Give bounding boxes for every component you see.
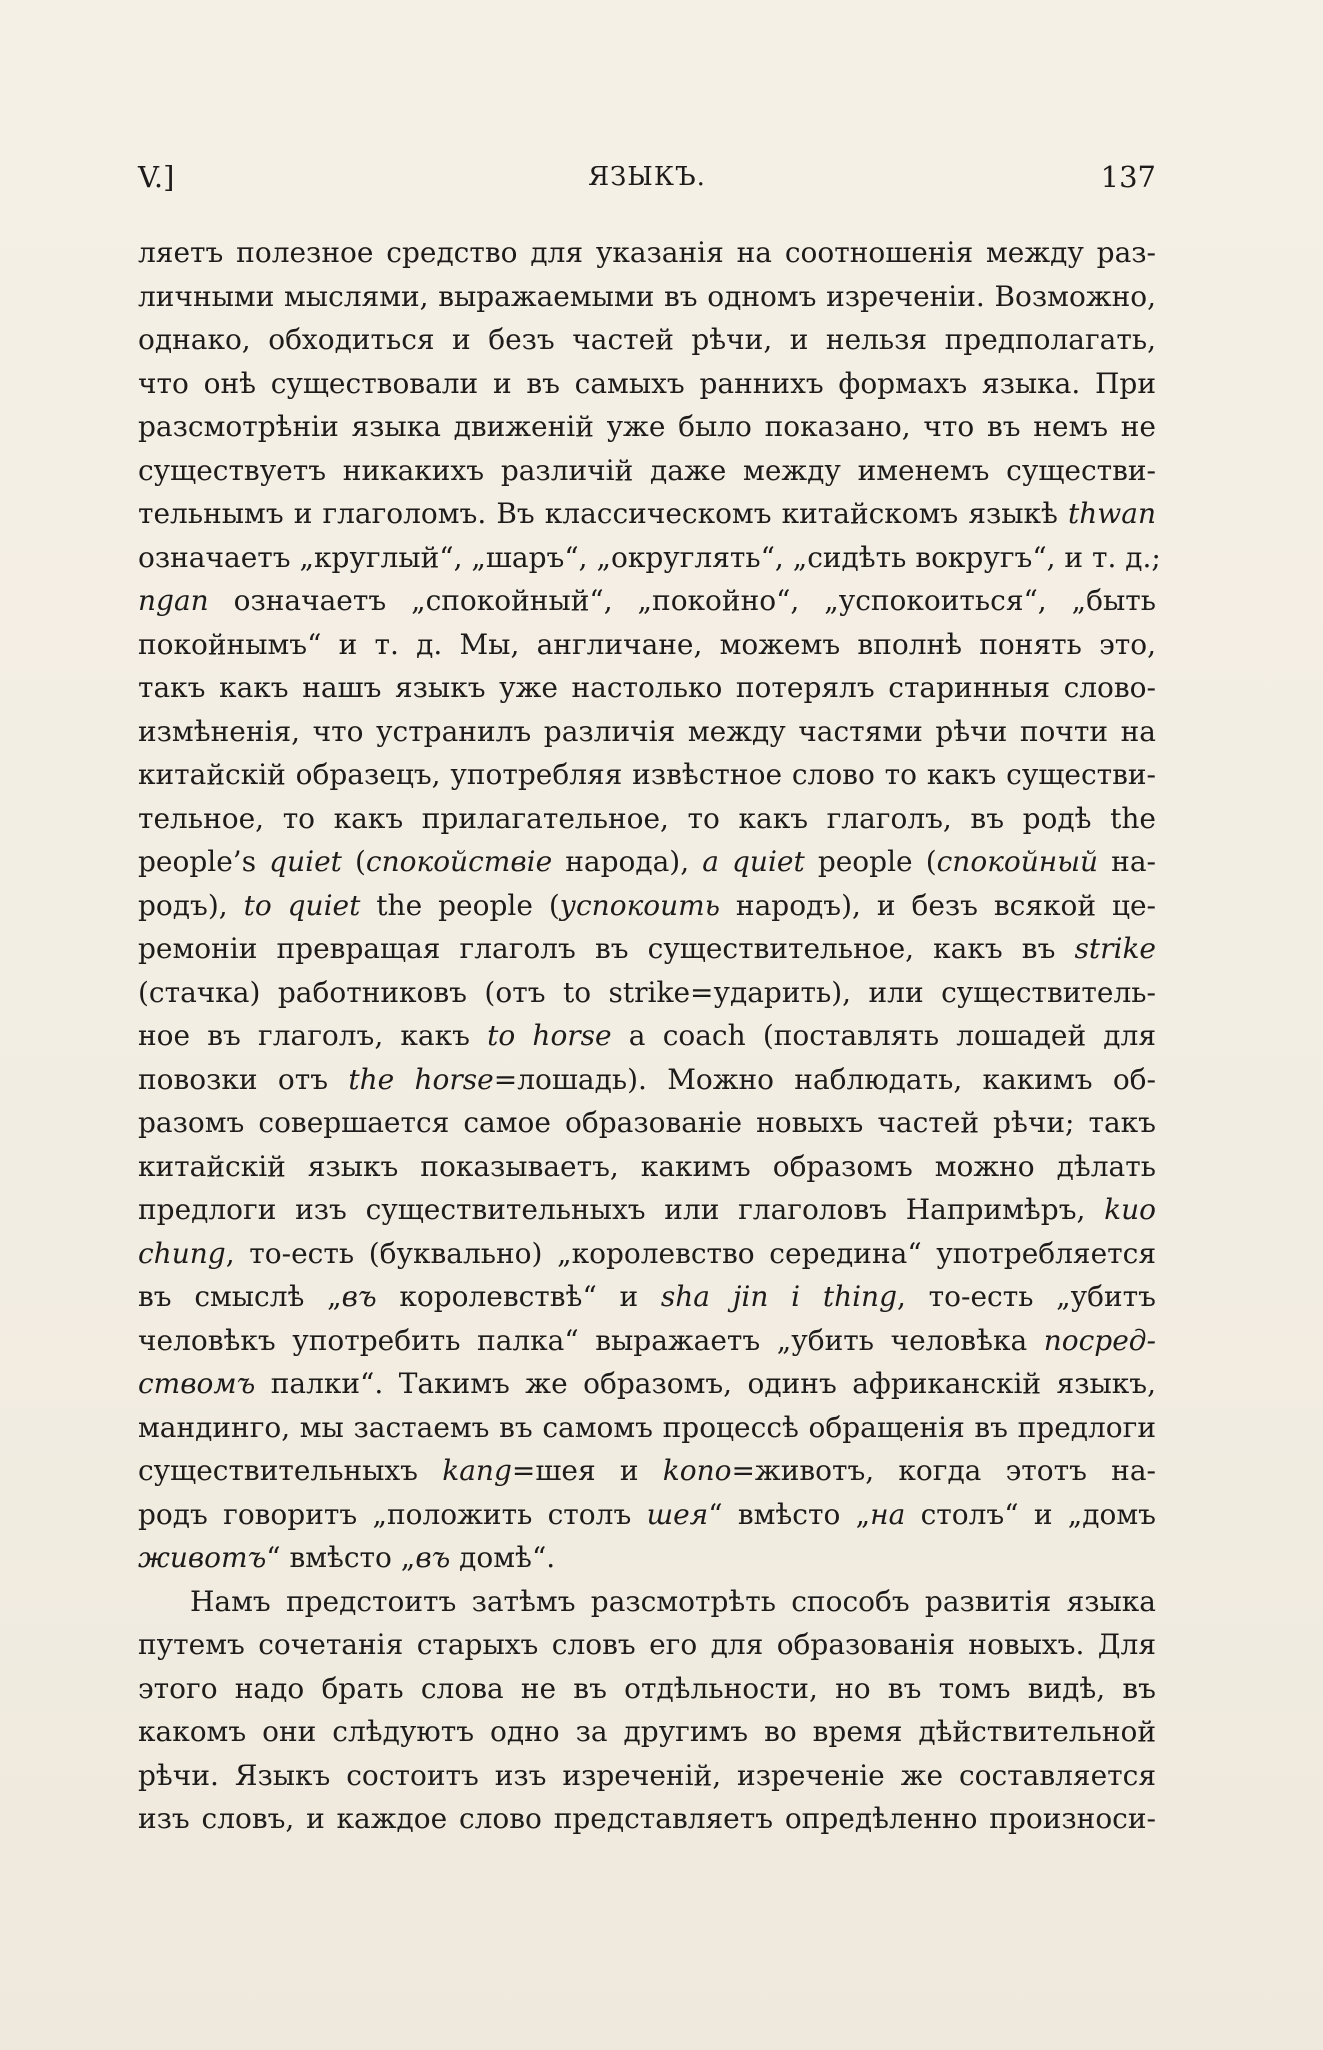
text-line	[138, 1493, 1156, 1537]
running-title: ЯЗЫКЪ.	[588, 162, 706, 192]
italic-segment: to quiet	[243, 888, 361, 922]
text-line	[138, 666, 1156, 710]
text-line	[138, 623, 1156, 667]
italic-segment: шея	[646, 1497, 709, 1531]
text-line	[138, 405, 1156, 449]
text-segment: означаетъ „круглый“, „шаръ“, „округлять“, „сидѣть вокругъ“, и т. д.;	[138, 540, 1161, 574]
text-segment: (стачка) работниковъ (отъ to strike=ударить), или существитель-	[138, 975, 1156, 1009]
italic-segment: въ	[415, 1541, 451, 1574]
text-segment: человѣкъ употребить палка“ выражаетъ „убить человѣка	[138, 1323, 1044, 1357]
text-line	[138, 753, 1156, 797]
italic-segment: успокоить	[559, 888, 720, 922]
text-segment: ляетъ полезное средство для указанія на соотношенія между раз-	[138, 236, 1156, 269]
text-segment: (	[341, 845, 366, 878]
text-segment: этого надо брать слова не въ отдѣльности, но въ томъ видѣ, въ	[138, 1671, 1156, 1705]
running-header	[138, 160, 1156, 200]
text-line	[138, 1754, 1156, 1798]
text-segment: существительныхъ	[138, 1454, 443, 1487]
text-line	[138, 1536, 1156, 1580]
text-segment: =шея и	[511, 1454, 663, 1487]
text-segment: ремоніи превращая глаголъ въ существительное, какъ въ	[138, 932, 1075, 965]
text-segment: означаетъ „спокойный“, „покойно“, „успокоиться“, „быть	[208, 584, 1156, 617]
text-segment: китайскій языкъ показываетъ, какимъ образомъ можно дѣлать	[138, 1149, 1156, 1183]
text-line	[138, 318, 1156, 362]
text-line	[138, 1623, 1156, 1667]
text-segment: повозки отъ	[138, 1062, 349, 1096]
italic-segment: strike	[1074, 932, 1156, 965]
text-line	[138, 536, 1161, 580]
text-segment: на-	[1098, 845, 1156, 878]
italic-segment: chung	[138, 1236, 226, 1270]
text-line	[138, 579, 1156, 623]
text-segment: “ вмѣсто „	[708, 1497, 871, 1531]
text-segment: мандинго, мы застаемъ въ самомъ процессѣ обращенія въ предлоги	[138, 1410, 1156, 1444]
text-segment: разомъ совершается самое образованіе новыхъ частей рѣчи; такъ	[138, 1106, 1156, 1139]
text-line	[138, 1188, 1156, 1232]
text-line	[138, 449, 1156, 493]
text-line	[138, 884, 1156, 928]
text-segment: рѣчи. Языкъ состоитъ изъ изреченій, изреченіе же составляется	[138, 1758, 1156, 1792]
body-text	[138, 231, 1161, 1841]
italic-segment: посред-	[1043, 1323, 1156, 1357]
text-segment: столъ“ и „домъ	[905, 1497, 1157, 1531]
italic-segment: спокойствіе	[365, 845, 553, 878]
italic-segment: a quiet	[702, 845, 805, 878]
text-line	[138, 840, 1156, 884]
italic-segment: на	[870, 1497, 906, 1531]
text-segment: народъ), и безъ всякой це-	[719, 888, 1156, 922]
text-segment: =животъ, когда этотъ на-	[731, 1454, 1156, 1487]
text-line	[138, 1449, 1156, 1493]
text-line	[138, 1710, 1156, 1754]
italic-segment: the horse	[348, 1062, 494, 1096]
text-line	[138, 492, 1156, 536]
text-segment: =лошадь). Можно наблюдать, какимъ об-	[493, 1062, 1156, 1096]
text-segment: такъ какъ нашъ языкъ уже настолько потерялъ старинныя слово-	[138, 671, 1156, 704]
text-line	[138, 275, 1156, 319]
text-line	[138, 1145, 1156, 1189]
italic-segment: kuo	[1104, 1193, 1156, 1226]
text-line	[138, 1319, 1156, 1363]
text-segment: родъ говоритъ „положить столъ	[138, 1497, 647, 1531]
text-segment: что онѣ существовали и въ самыхъ раннихъ формахъ языка. При	[138, 366, 1156, 400]
text-segment: однако, обходиться и безъ частей рѣчи, и нельзя предполагать,	[138, 323, 1156, 356]
text-line	[138, 362, 1156, 406]
text-line	[138, 1058, 1156, 1102]
text-segment: Намъ предстоитъ затѣмъ разсмотрѣть способъ развитія языка	[190, 1584, 1156, 1618]
italic-segment: въ	[341, 1280, 377, 1313]
text-line	[138, 1797, 1156, 1841]
text-segment: , то-есть „убитъ	[897, 1280, 1156, 1313]
text-segment: people’s	[138, 845, 270, 878]
italic-segment: животъ	[138, 1541, 267, 1574]
text-line	[138, 797, 1156, 841]
text-line	[138, 1406, 1156, 1450]
text-segment: изъ словъ, и каждое слово представляетъ опредѣленно произноси-	[138, 1802, 1156, 1835]
page-number: 137	[1100, 160, 1156, 194]
italic-segment: to horse	[487, 1019, 612, 1052]
text-line	[138, 927, 1156, 971]
text-segment: существуетъ никакихъ различій даже между именемъ существи-	[138, 453, 1156, 487]
italic-segment: thwan	[1068, 497, 1156, 530]
text-segment: ное въ глаголъ, какъ	[138, 1019, 488, 1052]
text-line	[138, 710, 1156, 754]
italic-segment: спокойный	[936, 845, 1099, 878]
text-line	[138, 231, 1156, 275]
text-segment: предлоги изъ существительныхъ или глаголовъ Напримѣръ,	[138, 1193, 1105, 1226]
text-line	[138, 1232, 1156, 1276]
text-segment: народа),	[552, 845, 703, 878]
text-segment: a coach (поставлять лошадей для	[611, 1019, 1156, 1052]
text-segment: тельнымъ и глаголомъ. Въ классическомъ китайскомъ языкѣ	[138, 497, 1069, 530]
chapter-marker: V.]	[138, 160, 175, 194]
text-segment: people (	[804, 845, 937, 878]
italic-segment: ствомъ	[138, 1367, 256, 1400]
text-segment: “ вмѣсто „	[266, 1541, 416, 1574]
text-line	[138, 1667, 1156, 1711]
italic-segment: sha jin i thing	[660, 1280, 898, 1313]
text-segment: разсмотрѣніи языка движеній уже было показано, что въ немъ не	[138, 410, 1156, 443]
text-segment: королевствѣ“ и	[376, 1280, 661, 1313]
text-line	[138, 1014, 1156, 1058]
text-segment: the people (	[360, 888, 560, 922]
text-segment: домѣ“.	[450, 1541, 556, 1574]
text-segment: тельное, то какъ прилагательное, то какъ глаголъ, въ родѣ the	[138, 801, 1156, 835]
text-line	[138, 1580, 1156, 1624]
italic-segment: quiet	[269, 845, 342, 878]
text-segment: путемъ сочетанія старыхъ словъ его для образованія новыхъ. Для	[138, 1628, 1156, 1661]
italic-segment: kang	[442, 1454, 512, 1487]
text-segment: палки“. Такимъ же образомъ, одинъ африканскій языкъ,	[255, 1367, 1156, 1400]
text-line	[138, 971, 1156, 1015]
text-line	[138, 1362, 1156, 1406]
italic-segment: kono	[662, 1454, 732, 1487]
text-segment: китайскій образецъ, употребляя извѣстное слово то какъ существи-	[138, 758, 1156, 791]
italic-segment: ngan	[138, 584, 209, 617]
text-line	[138, 1101, 1156, 1145]
text-segment: родъ),	[138, 888, 244, 922]
text-segment: , то-есть (буквально) „королевство середина“ употребляется	[225, 1236, 1156, 1270]
text-segment: какомъ они слѣдуютъ одно за другимъ во время дѣйствительной	[138, 1715, 1156, 1748]
text-line	[138, 1275, 1156, 1319]
text-segment: покойнымъ“ и т. д. Мы, англичане, можемъ вполнѣ понять это,	[138, 627, 1156, 661]
text-segment: измѣненія, что устранилъ различія между частями рѣчи почти на	[138, 714, 1156, 748]
text-segment: въ смыслѣ „	[138, 1280, 342, 1313]
text-segment: личными мыслями, выражаемыми въ одномъ изреченіи. Возможно,	[138, 279, 1156, 313]
